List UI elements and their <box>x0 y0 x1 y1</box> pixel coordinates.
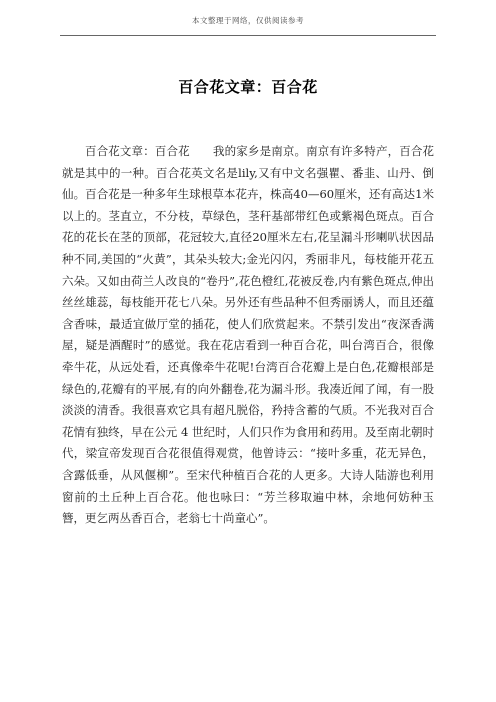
article-title: 百合花文章：百合花 <box>178 78 318 96</box>
header-note: 本文整理于网络，仅供阅读参考 <box>192 16 304 25</box>
header-divider <box>60 35 436 36</box>
article-body: 百合花文章：百合花 我的家乡是南京。南京有许多特产，百合花就是其中的一种。百合花英文名是lily,又有中文名强瞿、番韭、山丹、倒仙。百合花是一种多年生球根草本花卉，株高40—60厘米，还有高达1米以上的。茎直立，不分枝，草绿色，茎秆基部带红色或紫褐色斑点。百合花的花长在茎的顶部，花冠较大,直径20厘米左右,花呈漏斗形喇叭状因品种不同,美国的“火黄”，其朵头较大;金光闪闪，秀丽非凡，每枝能开花五六朵。又如由荷兰人改良的“卷丹”,花色橙红,花被反卷,内有紫色斑点,伸出丝丝雄蕊，每枝能开花七八朵。另外还有些品种不但秀丽诱人，而且还蕴含香味，最适宜做厅堂的插花，使人们欣赏起来。不禁引发出“夜深香满屋，疑是酒醒时”的感觉。我在花店看到一种百合花，叫台湾百合，很像牵牛花，从远处看，还真像牵牛花呢!台湾百合花瓣上是白色,花瓣根部是绿色的,花瓣有的平展,有的向外翻卷,花为漏斗形。我凑近闻了闻，有一股淡淡的清香。我很喜欢它具有超凡脱俗，矜持含蓄的气质。不光我对百合花情有独终，早在公元 4 世纪时，人们只作为食用和药用。及至南北朝时代，梁宣帝发现百合花很值得观赏，他曾诗云：“接叶多重，花无异色，含露低垂，从风偃柳”。至宋代种植百合花的人更多。大诗人陆游也利用窗前的土丘种上百合花。他也咏曰：“芳兰移取遍中林，余地何妨种玉簪，更乞两丛香百合，老翁七十尚童心”。 <box>62 144 434 526</box>
